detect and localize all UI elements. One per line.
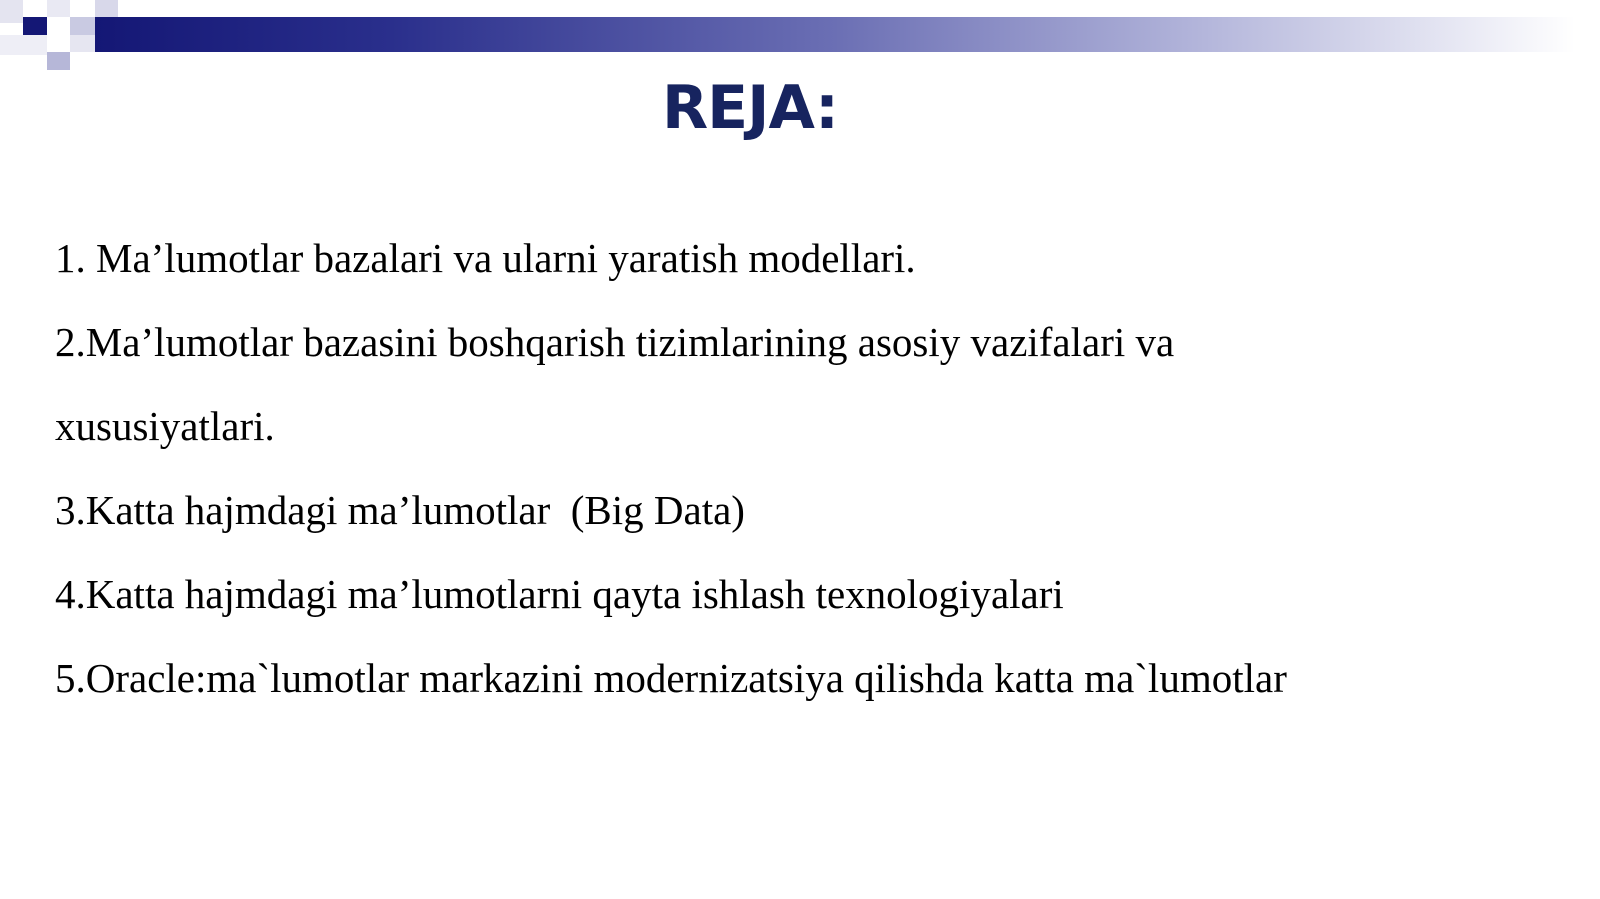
deco-square-light [95,0,118,17]
deco-square-light [0,0,23,23]
plan-list [55,216,1575,720]
plan-item-4: 4.Katta hajmdagi ma’lumotlarni qayta ishlash texnologiyalari [55,571,1064,617]
header-gradient-bar [95,17,1575,52]
deco-square-light [47,0,70,17]
deco-square-light [0,35,47,55]
deco-square-dark [23,17,47,35]
plan-item-2: 2.Ma’lumotlar bazasini boshqarish tizimlarining asosiy vazifalari va [55,319,1175,365]
plan-item-2-continued: xususiyatlari. [55,403,275,449]
plan-item-5: 5.Oracle:ma`lumotlar markazini modernizatsiya qilishda katta ma`lumotlar [55,655,1287,701]
deco-square-light [70,35,95,52]
slide-title: REJA: [661,73,839,143]
deco-square-light [70,17,95,35]
plan-item-1: 1. Ma’lumotlar bazalari va ularni yaratish modellari. [55,235,916,281]
plan-item-3: 3.Katta hajmdagi ma’lumotlar (Big Data) [55,487,745,533]
